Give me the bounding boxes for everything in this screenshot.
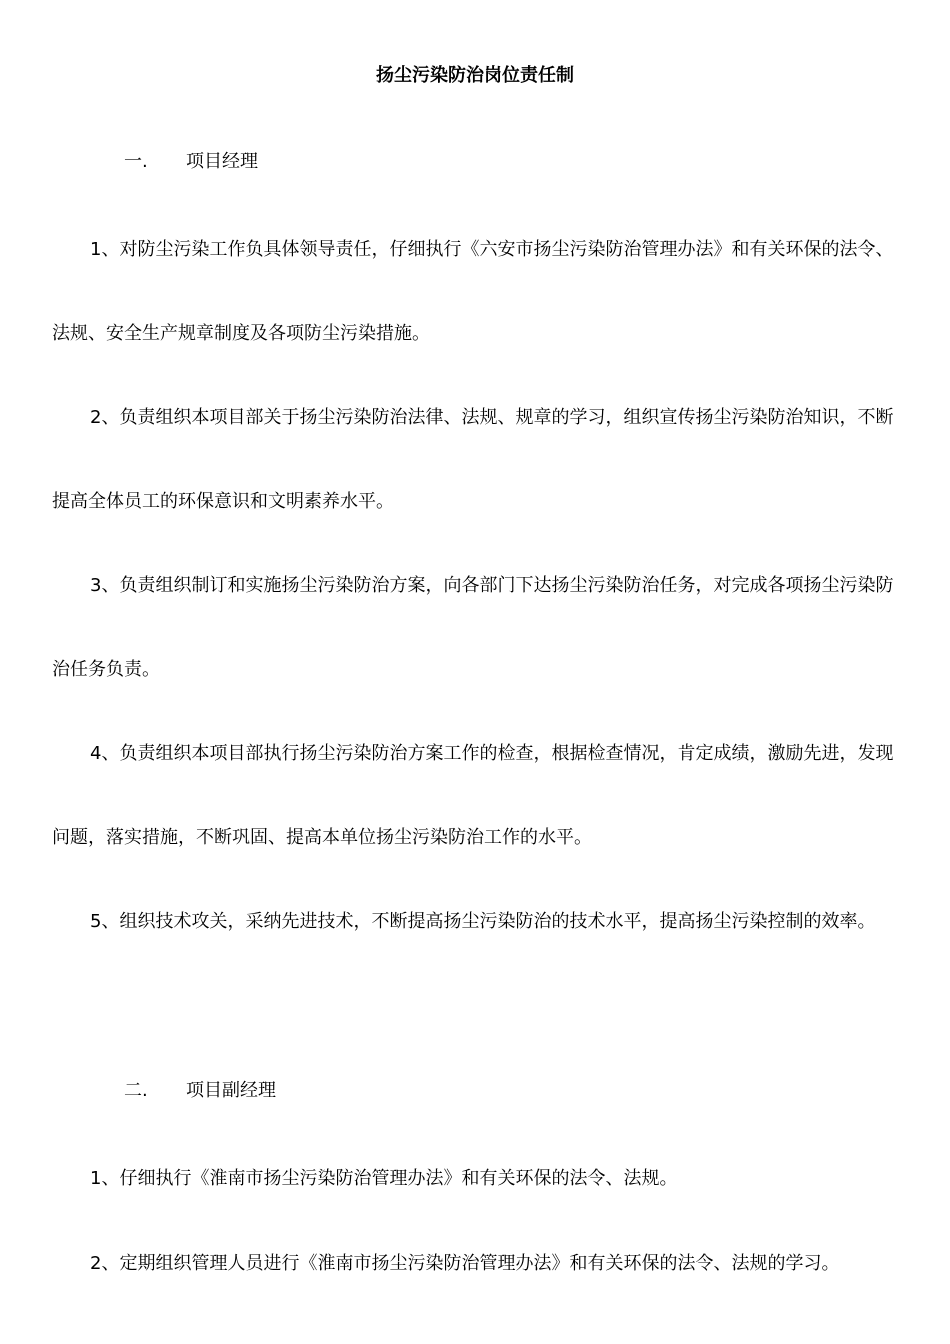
section-1-item-5: 5、组织技术攻关，采纳先进技术，不断提高扬尘污染防治的技术水平，提高扬尘污染控制的效率。: [90, 911, 876, 932]
section-title: 项目经理: [186, 151, 258, 172]
section-1-item-1: 1、对防尘污染工作负具体领导责任，仔细执行《六安市扬尘污染防治管理办法》和有关环保的法令、法规、安全生产规章制度及各项防尘污染措施。: [52, 239, 894, 344]
section-title: 项目副经理: [186, 1080, 276, 1101]
section-2-item-1: 1、仔细执行《淮南市扬尘污染防治管理办法》和有关环保的法令、法规。: [90, 1168, 678, 1189]
section-1-item-3: 3、负责组织制订和实施扬尘污染防治方案，向各部门下达扬尘污染防治任务，对完成各项扬尘污染防治任务负责。: [52, 575, 894, 680]
section-1-item-2: 2、负责组织本项目部关于扬尘污染防治法律、法规、规章的学习，组织宣传扬尘污染防治知识，不断提高全体员工的环保意识和文明素养水平。: [52, 407, 894, 512]
document-title: 扬尘污染防治岗位责任制: [376, 65, 574, 86]
section-heading-1: [124, 150, 258, 174]
section-number: 一.: [124, 151, 148, 172]
section-2-item-2: 2、定期组织管理人员进行《淮南市扬尘污染防治管理办法》和有关环保的法令、法规的学习。: [90, 1253, 840, 1274]
section-heading-2: [124, 1079, 276, 1103]
section-1-item-4: 4、负责组织本项目部执行扬尘污染防治方案工作的检查，根据检查情况，肯定成绩，激励先进，发现问题，落实措施，不断巩固、提高本单位扬尘污染防治工作的水平。: [52, 743, 894, 848]
section-number: 二.: [124, 1080, 148, 1101]
